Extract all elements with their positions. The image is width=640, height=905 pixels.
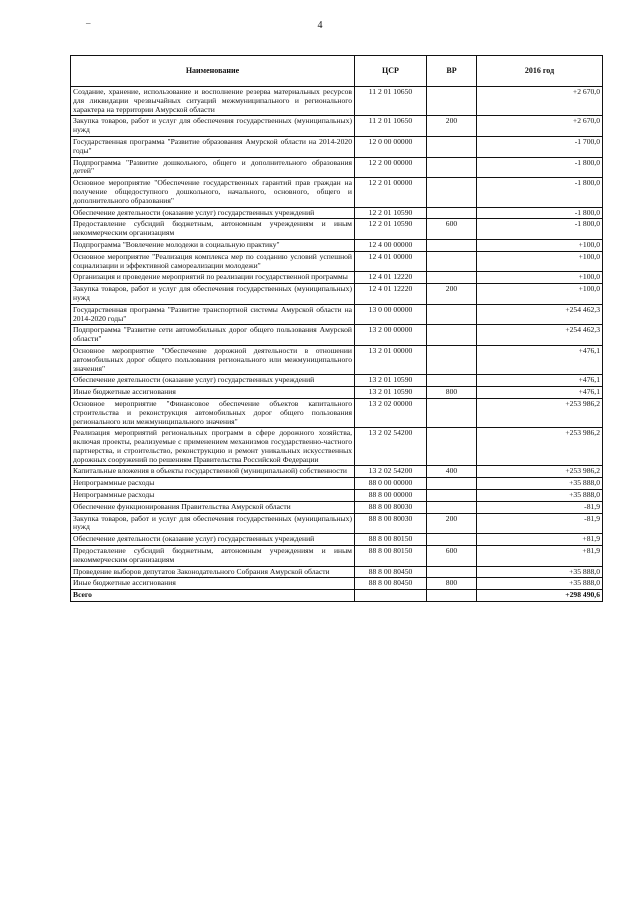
row-name-cell: Обеспечение деятельности (оказание услуг) государственных учреждений (71, 375, 355, 387)
row-amount-cell: +100,0 (477, 251, 603, 272)
table-row (71, 546, 603, 567)
row-name-cell: Иные бюджетные ассигнования (71, 387, 355, 399)
row-name-cell: Государственная программа "Развитие образования Амурской области на 2014-2020 годы" (71, 136, 355, 157)
table-row (71, 513, 603, 534)
header-name: Наименование (71, 56, 355, 87)
row-name-cell: Обеспечение деятельности (оказание услуг) государственных учреждений (71, 207, 355, 219)
row-amount-cell: +100,0 (477, 239, 603, 251)
table-body (71, 87, 603, 602)
table-row (71, 398, 603, 427)
row-name-cell: Проведение выборов депутатов Законодательного Собрания Амурской области (71, 566, 355, 578)
table-row (71, 157, 603, 178)
row-amount-cell: +2 670,0 (477, 116, 603, 137)
row-csr-cell: 11 2 01 10650 (355, 87, 427, 116)
row-csr-cell: 11 2 01 10650 (355, 116, 427, 137)
row-amount-cell: +254 462,3 (477, 304, 603, 325)
row-vr-cell (427, 304, 477, 325)
row-csr-cell: 88 8 00 80030 (355, 501, 427, 513)
table-row (71, 375, 603, 387)
row-name-cell: Иные бюджетные ассигнования (71, 578, 355, 590)
table-header-row (71, 56, 603, 87)
row-name-cell: Предоставление субсидий бюджетным, автономным учреждениям и иным некоммерческим организациям (71, 219, 355, 240)
row-vr-cell (427, 590, 477, 602)
table-row (71, 219, 603, 240)
row-amount-cell: +35 888,0 (477, 566, 603, 578)
row-name-cell: Подпрограмма "Развитие сети автомобильных дорог общего пользования Амурской области" (71, 325, 355, 346)
row-name-cell: Закупка товаров, работ и услуг для обеспечения государственных (муниципальных) нужд (71, 284, 355, 305)
row-vr-cell (427, 478, 477, 490)
table-row (71, 534, 603, 546)
row-name-cell: Обеспечение функционирования Правительства Амурской области (71, 501, 355, 513)
table-row (71, 428, 603, 466)
row-name-cell: Предоставление субсидий бюджетным, автономным учреждениям и иным некоммерческим организациям (71, 546, 355, 567)
row-vr-cell: 600 (427, 219, 477, 240)
row-amount-cell: +298 490,6 (477, 590, 603, 602)
row-csr-cell: 13 2 02 54200 (355, 428, 427, 466)
row-amount-cell: +35 888,0 (477, 578, 603, 590)
row-csr-cell: 13 2 02 54200 (355, 466, 427, 478)
row-amount-cell: -1 800,0 (477, 157, 603, 178)
table-row (71, 207, 603, 219)
row-vr-cell: 200 (427, 116, 477, 137)
row-csr-cell: 88 8 00 80150 (355, 534, 427, 546)
row-vr-cell (427, 345, 477, 374)
row-name-cell: Основное мероприятие "Реализация комплекса мер по созданию условий успешной социализации и эффективной самореализации молодежи" (71, 251, 355, 272)
table-row (71, 116, 603, 137)
row-amount-cell: -1 800,0 (477, 178, 603, 207)
table-row (71, 304, 603, 325)
header-csr: ЦСР (355, 56, 427, 87)
row-vr-cell (427, 178, 477, 207)
row-name-cell: Обеспечение деятельности (оказание услуг) государственных учреждений (71, 534, 355, 546)
row-csr-cell: 13 0 00 00000 (355, 304, 427, 325)
row-name-cell: Закупка товаров, работ и услуг для обеспечения государственных (муниципальных) нужд (71, 513, 355, 534)
table-row (71, 578, 603, 590)
row-name-cell: Организация и проведение мероприятий по реализации государственной программы (71, 272, 355, 284)
row-name-cell: Реализация мероприятий региональных программ в сфере дорожного хозяйства, включая проекты, реализуемые с применением механизмов государственно-частного партнерства, и строительство, реконструкцию и ремонт уникальных искусственных дорожных сооружений по решениям Правительства Российской Федерации (71, 428, 355, 466)
row-vr-cell: 800 (427, 578, 477, 590)
row-name-cell: Подпрограмма "Вовлечение молодежи в социальную практику" (71, 239, 355, 251)
row-vr-cell (427, 239, 477, 251)
row-amount-cell: +476,1 (477, 345, 603, 374)
row-vr-cell (427, 87, 477, 116)
row-amount-cell: +253 986,2 (477, 466, 603, 478)
row-csr-cell: 88 8 00 80450 (355, 566, 427, 578)
page-number: 4 (317, 20, 323, 31)
table-row (71, 251, 603, 272)
row-vr-cell (427, 325, 477, 346)
row-name-cell: Всего (71, 590, 355, 602)
row-vr-cell (427, 490, 477, 502)
row-amount-cell: +100,0 (477, 284, 603, 305)
row-vr-cell (427, 157, 477, 178)
row-vr-cell: 200 (427, 513, 477, 534)
row-vr-cell (427, 136, 477, 157)
row-name-cell: Подпрограмма "Развитие дошкольного, общего и дополнительного образования детей" (71, 157, 355, 178)
row-csr-cell: 88 8 00 80150 (355, 546, 427, 567)
row-csr-cell: 13 2 02 00000 (355, 398, 427, 427)
row-csr-cell (355, 590, 427, 602)
row-name-cell: Капитальные вложения в объекты государственной (муниципальной) собственности (71, 466, 355, 478)
row-name-cell: Непрограммные расходы (71, 478, 355, 490)
row-csr-cell: 12 2 01 10590 (355, 219, 427, 240)
row-csr-cell: 12 4 00 00000 (355, 239, 427, 251)
row-vr-cell (427, 501, 477, 513)
row-csr-cell: 12 4 01 12220 (355, 272, 427, 284)
row-vr-cell: 400 (427, 466, 477, 478)
row-amount-cell: +81,9 (477, 534, 603, 546)
row-name-cell: Создание, хранение, использование и восполнение резерва материальных ресурсов для ликвидации чрезвычайных ситуаций межмуниципального и регионального характера на территории Амурской области (71, 87, 355, 116)
row-amount-cell: -1 800,0 (477, 219, 603, 240)
row-csr-cell: 12 2 01 10590 (355, 207, 427, 219)
row-vr-cell (427, 566, 477, 578)
row-csr-cell: 13 2 01 10590 (355, 387, 427, 399)
row-csr-cell: 13 2 01 10590 (355, 375, 427, 387)
table-row (71, 478, 603, 490)
header-year: 2016 год (477, 56, 603, 87)
row-vr-cell (427, 207, 477, 219)
row-amount-cell: +254 462,3 (477, 325, 603, 346)
table-row (71, 345, 603, 374)
row-csr-cell: 88 8 00 80450 (355, 578, 427, 590)
row-csr-cell: 13 2 00 00000 (355, 325, 427, 346)
row-vr-cell (427, 272, 477, 284)
row-vr-cell (427, 398, 477, 427)
row-vr-cell: 600 (427, 546, 477, 567)
row-amount-cell: -81,9 (477, 513, 603, 534)
row-csr-cell: 12 0 00 00000 (355, 136, 427, 157)
row-amount-cell: -1 800,0 (477, 207, 603, 219)
row-name-cell: Закупка товаров, работ и услуг для обеспечения государственных (муниципальных) нужд (71, 116, 355, 137)
row-amount-cell: +253 986,2 (477, 428, 603, 466)
row-amount-cell: +2 670,0 (477, 87, 603, 116)
table-row (71, 566, 603, 578)
row-csr-cell: 88 8 00 80030 (355, 513, 427, 534)
table-row (71, 387, 603, 399)
row-vr-cell (427, 251, 477, 272)
row-name-cell: Государственная программа "Развитие транспортной системы Амурской области на 2014-2020 годы" (71, 304, 355, 325)
row-csr-cell: 12 4 01 12220 (355, 284, 427, 305)
table-row (71, 466, 603, 478)
row-vr-cell: 800 (427, 387, 477, 399)
row-csr-cell: 12 2 00 00000 (355, 157, 427, 178)
table-row (71, 490, 603, 502)
row-csr-cell: 13 2 01 00000 (355, 345, 427, 374)
row-vr-cell: 200 (427, 284, 477, 305)
table-row (71, 136, 603, 157)
row-name-cell: Основное мероприятие "Финансовое обеспечение объектов капитального строительства и реконструкция автомобильных дорог общего пользования регионального или межмуниципального значения" (71, 398, 355, 427)
table-row (71, 501, 603, 513)
row-amount-cell: -81,9 (477, 501, 603, 513)
row-amount-cell: +476,1 (477, 375, 603, 387)
row-name-cell: Основное мероприятие "Обеспечение государственных гарантий прав граждан на получение общедоступного дошкольного, начального, основного, общего и дополнительного образования" (71, 178, 355, 207)
row-vr-cell (427, 375, 477, 387)
header-vr: ВР (427, 56, 477, 87)
row-csr-cell: 12 4 01 00000 (355, 251, 427, 272)
row-name-cell: Основное мероприятие "Обеспечение дорожной деятельности в отношении автомобильных дорог общего пользования регионального или межмуниципального значения" (71, 345, 355, 374)
corner-mark: – (86, 18, 91, 28)
row-csr-cell: 88 0 00 00000 (355, 478, 427, 490)
row-vr-cell (427, 428, 477, 466)
row-amount-cell: -1 700,0 (477, 136, 603, 157)
budget-table (70, 55, 603, 602)
row-amount-cell: +100,0 (477, 272, 603, 284)
row-vr-cell (427, 534, 477, 546)
table-row (71, 284, 603, 305)
table-row (71, 178, 603, 207)
table-row (71, 239, 603, 251)
table-row (71, 272, 603, 284)
row-csr-cell: 12 2 01 00000 (355, 178, 427, 207)
row-amount-cell: +81,9 (477, 546, 603, 567)
row-amount-cell: +35 888,0 (477, 490, 603, 502)
table-row (71, 87, 603, 116)
row-amount-cell: +476,1 (477, 387, 603, 399)
row-csr-cell: 88 8 00 00000 (355, 490, 427, 502)
total-row (71, 590, 603, 602)
row-amount-cell: +253 986,2 (477, 398, 603, 427)
row-amount-cell: +35 888,0 (477, 478, 603, 490)
row-name-cell: Непрограммные расходы (71, 490, 355, 502)
table-row (71, 325, 603, 346)
